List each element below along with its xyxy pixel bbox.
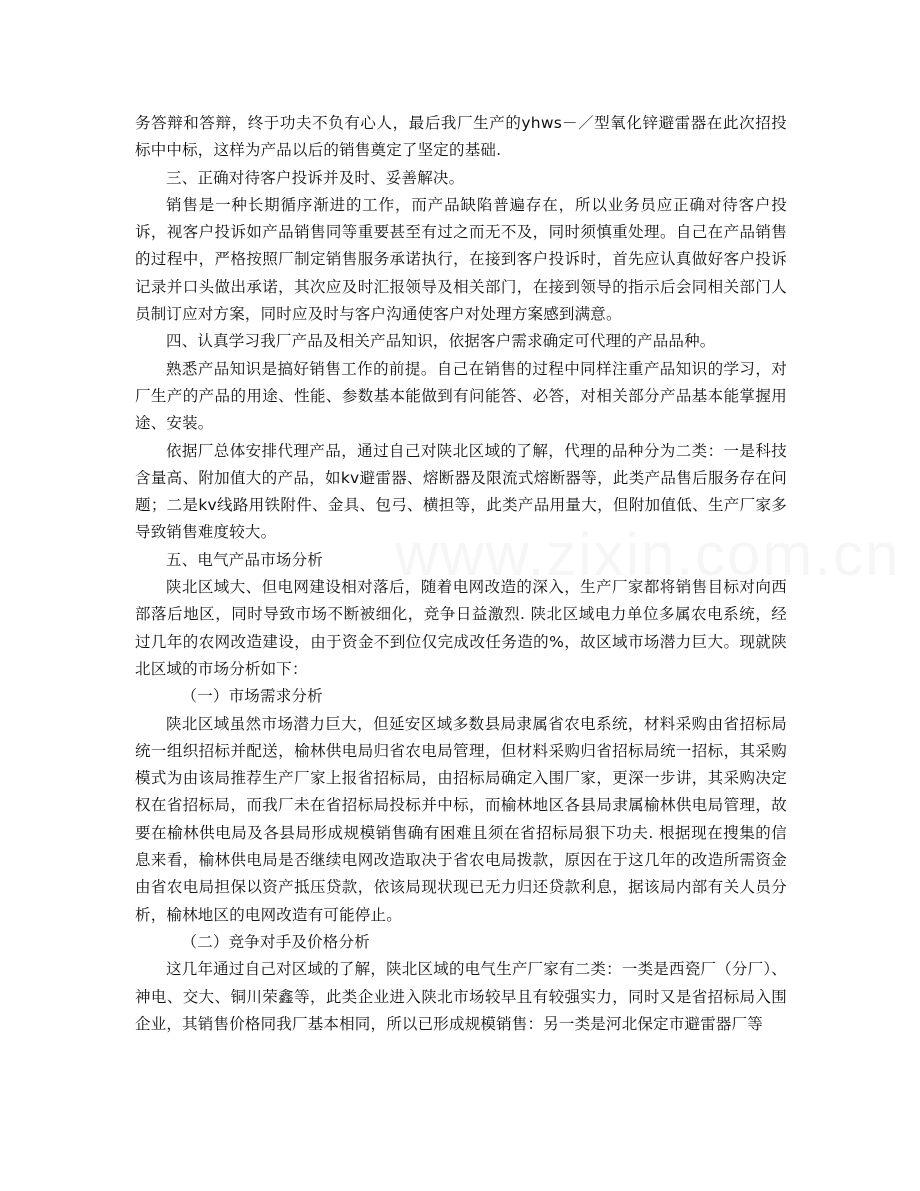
paragraph: 销售是一种长期循序渐进的工作，而产品缺陷普遍存在，所以业务员应正确对待客户投诉，视客户投诉如产品销售同等重要甚至有过之而无不及，同时须慎重处理。自己在产品销售的过程中，严格按照厂制定销售服务承诺执行，在接到客户投诉时，首先应认真做好客户投诉记录并口头做出承诺，其次应及时汇报领导及相关部门，在接到领导的指示后会同相关部门人员制订应对方案，同时应及时与客户沟通使客户对处理方案感到满意。 [135,195,787,324]
paragraph: 熟悉产品知识是搞好销售工作的前提。自己在销售的过程中同样注重产品知识的学习，对厂生产的产品的用途、性能、参数基本能做到有问能答、必答，对相关部分产品基本能掌握用途、安装。 [135,359,787,433]
paragraph: 五、电气产品市场分析 [166,550,324,569]
paragraph: 务答辩和答辩，终于功夫不负有心人，最后我厂生产的yhws－／型氧化锌避雷器在此次招投标中中标，这样为产品以后的销售奠定了坚定的基础. [135,114,787,160]
paragraph: 陕北区域虽然市场潜力巨大，但延安区域多数县局隶属省农电系统，材料采购由省招标局统一组织招标并配送，榆林供电局归省农电局管理，但材料采购归省招标局统一招标，其采购模式为由该局推荐生产厂家上报省招标局，由招标局确定入围厂家，更深一步讲，其采购决定权在省招标局，而我厂未在省招标局投标并中标，而榆林地区各县局隶属榆林供电局管理，故要在榆林供电局及各县局形成规模销售确有困难且须在省招标局狠下功夫. 根据现在搜集的信息来看，榆林供电局是否继续电网改造取决于省农电局拨款，原因在于这几年的改造所需资金由省农电局担保以资产抵压贷款，依该局现状现已无力归还贷款利息，据该局内部有关人员分析，榆林地区的电网改造有可能停止。 [135,714,787,924]
paragraph: 依据厂总体安排代理产品，通过自己对陕北区域的了解，代理的品种分为二类：一是科技含量高、附加值大的产品，如kv避雷器、熔断器及限流式熔断器等，此类产品售后服务存在问题；二是kv线路用铁附件、金具、包弓、横担等，此类产品用量大，但附加值低、生产厂家多导致销售难度较大。 [135,441,787,542]
paragraph: 这几年通过自己对区域的了解，陕北区域的电气生产厂家有二类：一类是西瓷厂（分厂）、神电、交大、铜川荣鑫等，此类企业进入陕北市场较早且有较强实力，同时又是省招标局入围企业，其销售价格同我厂基本相同，所以已形成规模销售：另一类是河北保定市避雷器厂等 [135,960,787,1033]
paragraph: 三、正确对待客户投诉并及时、妥善解决。 [166,168,465,187]
paragraph: 陕北区域大、但电网建设相对落后，随着电网改造的深入，生产厂家都将销售目标对向西部落后地区，同时导致市场不断被细化，竞争日益激烈. 陕北区域电力单位多属农电系统，经过几年的农网改造建设，由于资金不到位仅完成改任务造的%，故区域市场潜力巨大。现就陕北区域的市场分析如下： [135,578,787,678]
subsection-heading: （二）竞争对手及价格分析 [181,932,370,951]
subsection-heading: （一）市场需求分析 [181,687,323,706]
document-body [135,110,787,1038]
paragraph: 四、认真学习我厂产品及相关产品知识，依据客户需求确定可代理的产品品种。 [166,332,716,351]
